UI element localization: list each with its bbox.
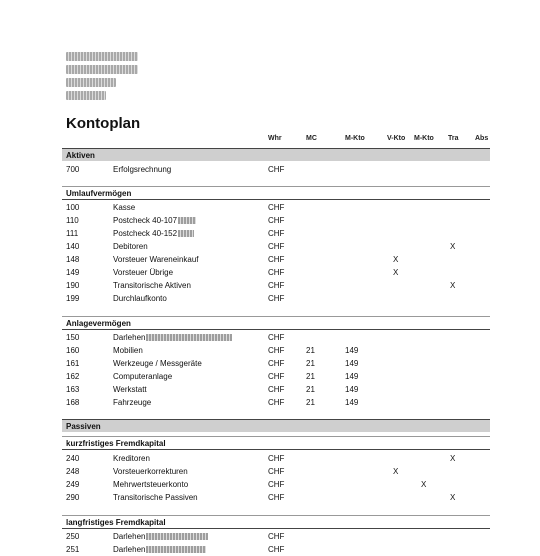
redacted-text: [146, 546, 206, 553]
cell-mc: 21: [306, 359, 315, 368]
cell-whr: CHF: [268, 545, 285, 554]
cell-name: Computeranlage: [113, 372, 173, 381]
table-row: [0, 279, 540, 292]
cell-whr: CHF: [268, 346, 285, 355]
cell-mc: 21: [306, 398, 315, 407]
cell-nr: 190: [66, 281, 80, 290]
cell-name: Mehrwertsteuerkonto: [113, 480, 189, 489]
cell-name: Werkzeuge / Messgeräte: [113, 359, 202, 368]
cell-mkto: 149: [345, 359, 359, 368]
cell-nr: 110: [66, 216, 79, 225]
table-row: [0, 240, 540, 253]
cell-whr: CHF: [268, 532, 285, 541]
cell-nr: 168: [66, 398, 80, 407]
cell-tra: X: [450, 454, 456, 463]
subsection-anlagevermoegen: Anlagevermögen: [62, 316, 490, 330]
cell-mc: 21: [306, 385, 315, 394]
cell-whr: CHF: [268, 294, 285, 303]
cell-nr: 100: [66, 203, 80, 212]
cell-tra: X: [450, 281, 456, 290]
cell-whr: CHF: [268, 216, 285, 225]
cell-whr: CHF: [268, 203, 285, 212]
cell-mkto: 149: [345, 346, 359, 355]
table-row: [0, 227, 540, 240]
page-title: Kontoplan: [66, 115, 141, 132]
cell-mkto: 149: [345, 372, 359, 381]
table-row: [0, 201, 540, 214]
section-passiven: Passiven: [62, 419, 490, 432]
redacted-text: [178, 230, 194, 237]
redacted-text: [146, 334, 232, 341]
cell-name: Darlehen: [113, 331, 232, 344]
cell-whr: CHF: [268, 467, 285, 476]
cell-name: Postcheck 40-107: [113, 214, 196, 227]
cell-nr: 163: [66, 385, 80, 394]
cell-nr: 149: [66, 268, 80, 277]
cell-mkto: 149: [345, 385, 359, 394]
cell-whr: CHF: [268, 372, 285, 381]
cell-mc: 21: [306, 372, 315, 381]
redacted-text: [178, 217, 196, 224]
cell-whr: CHF: [268, 242, 285, 251]
table-row: [0, 543, 540, 556]
subsection-umlaufvermoegen: Umlaufvermögen: [62, 186, 490, 200]
cell-nr: 240: [66, 454, 80, 463]
cell-mkto2: X: [421, 480, 427, 489]
cell-vkto: X: [393, 268, 399, 277]
cell-whr: CHF: [268, 493, 285, 502]
cell-name: Mobilien: [113, 346, 143, 355]
cell-name: Kasse: [113, 203, 136, 212]
cell-nr: 140: [66, 242, 80, 251]
cell-whr: CHF: [268, 281, 285, 290]
cell-whr: CHF: [268, 359, 285, 368]
cell-name: Debitoren: [113, 242, 148, 251]
table-row: [0, 253, 540, 266]
cell-name: Kreditoren: [113, 454, 150, 463]
col-header-vkto: V-Kto: [387, 135, 406, 142]
cell-mkto: 149: [345, 398, 359, 407]
table-row: [0, 491, 540, 504]
cell-name: Darlehen: [113, 530, 208, 543]
cell-whr: CHF: [268, 454, 285, 463]
cell-whr: CHF: [268, 333, 285, 342]
cell-name: Vorsteuer Übrige: [113, 268, 174, 277]
col-header-mc: MC: [306, 135, 317, 142]
redacted-address: [66, 52, 138, 104]
cell-name: Fahrzeuge: [113, 398, 152, 407]
cell-nr: 248: [66, 467, 80, 476]
table-row: [0, 331, 540, 344]
cell-whr: CHF: [268, 229, 285, 238]
cell-name: Vorsteuer Wareneinkauf: [113, 255, 199, 264]
table-row: [0, 292, 540, 305]
cell-tra: X: [450, 493, 456, 502]
cell-name: Darlehen: [113, 543, 206, 556]
table-row: [0, 478, 540, 491]
cell-name: Vorsteuerkorrekturen: [113, 467, 188, 476]
cell-nr: 161: [66, 359, 80, 368]
cell-nr: 251: [66, 545, 80, 554]
cell-name: Postcheck 40-152: [113, 227, 194, 240]
cell-nr: 162: [66, 372, 80, 381]
table-row: [0, 266, 540, 279]
section-aktiven: Aktiven: [62, 148, 490, 161]
cell-nr: 249: [66, 480, 80, 489]
cell-whr: CHF: [268, 385, 285, 394]
table-row: [0, 396, 540, 409]
subsection-langfristiges-fremdkapital: langfristiges Fremdkapital: [62, 515, 490, 529]
col-header-mkto2: M-Kto: [414, 135, 434, 142]
table-row: [0, 370, 540, 383]
subsection-kurzfristiges-fremdkapital: kurzfristiges Fremdkapital: [62, 436, 490, 450]
cell-nr: 250: [66, 532, 80, 541]
col-header-abs: Abs: [475, 135, 489, 142]
col-header-mkto: M-Kto: [345, 135, 365, 142]
cell-nr: 160: [66, 346, 80, 355]
cell-name: Transitorische Passiven: [113, 493, 198, 502]
table-row: [0, 383, 540, 396]
cell-nr: 700: [66, 165, 80, 174]
table-row: [0, 452, 540, 465]
cell-whr: CHF: [268, 255, 285, 264]
cell-whr: CHF: [268, 480, 285, 489]
cell-nr: 290: [66, 493, 80, 502]
cell-name: Durchlaufkonto: [113, 294, 167, 303]
cell-whr: CHF: [268, 165, 285, 174]
cell-nr: 148: [66, 255, 80, 264]
table-row: [0, 214, 540, 227]
table-row: [0, 163, 540, 176]
cell-mc: 21: [306, 346, 315, 355]
cell-whr: CHF: [268, 398, 285, 407]
cell-name: Erfolgsrechnung: [113, 165, 172, 174]
cell-nr: 199: [66, 294, 80, 303]
cell-nr: 111: [66, 229, 79, 238]
col-header-tra: Tra: [448, 135, 459, 142]
cell-whr: CHF: [268, 268, 285, 277]
cell-name: Werkstatt: [113, 385, 147, 394]
table-row: [0, 465, 540, 478]
table-row: [0, 530, 540, 543]
table-row: [0, 344, 540, 357]
cell-tra: X: [450, 242, 456, 251]
cell-vkto: X: [393, 255, 399, 264]
col-header-whr: Whr: [268, 135, 282, 142]
redacted-text: [146, 533, 208, 540]
cell-nr: 150: [66, 333, 80, 342]
cell-vkto: X: [393, 467, 399, 476]
cell-name: Transitorische Aktiven: [113, 281, 191, 290]
table-row: [0, 357, 540, 370]
